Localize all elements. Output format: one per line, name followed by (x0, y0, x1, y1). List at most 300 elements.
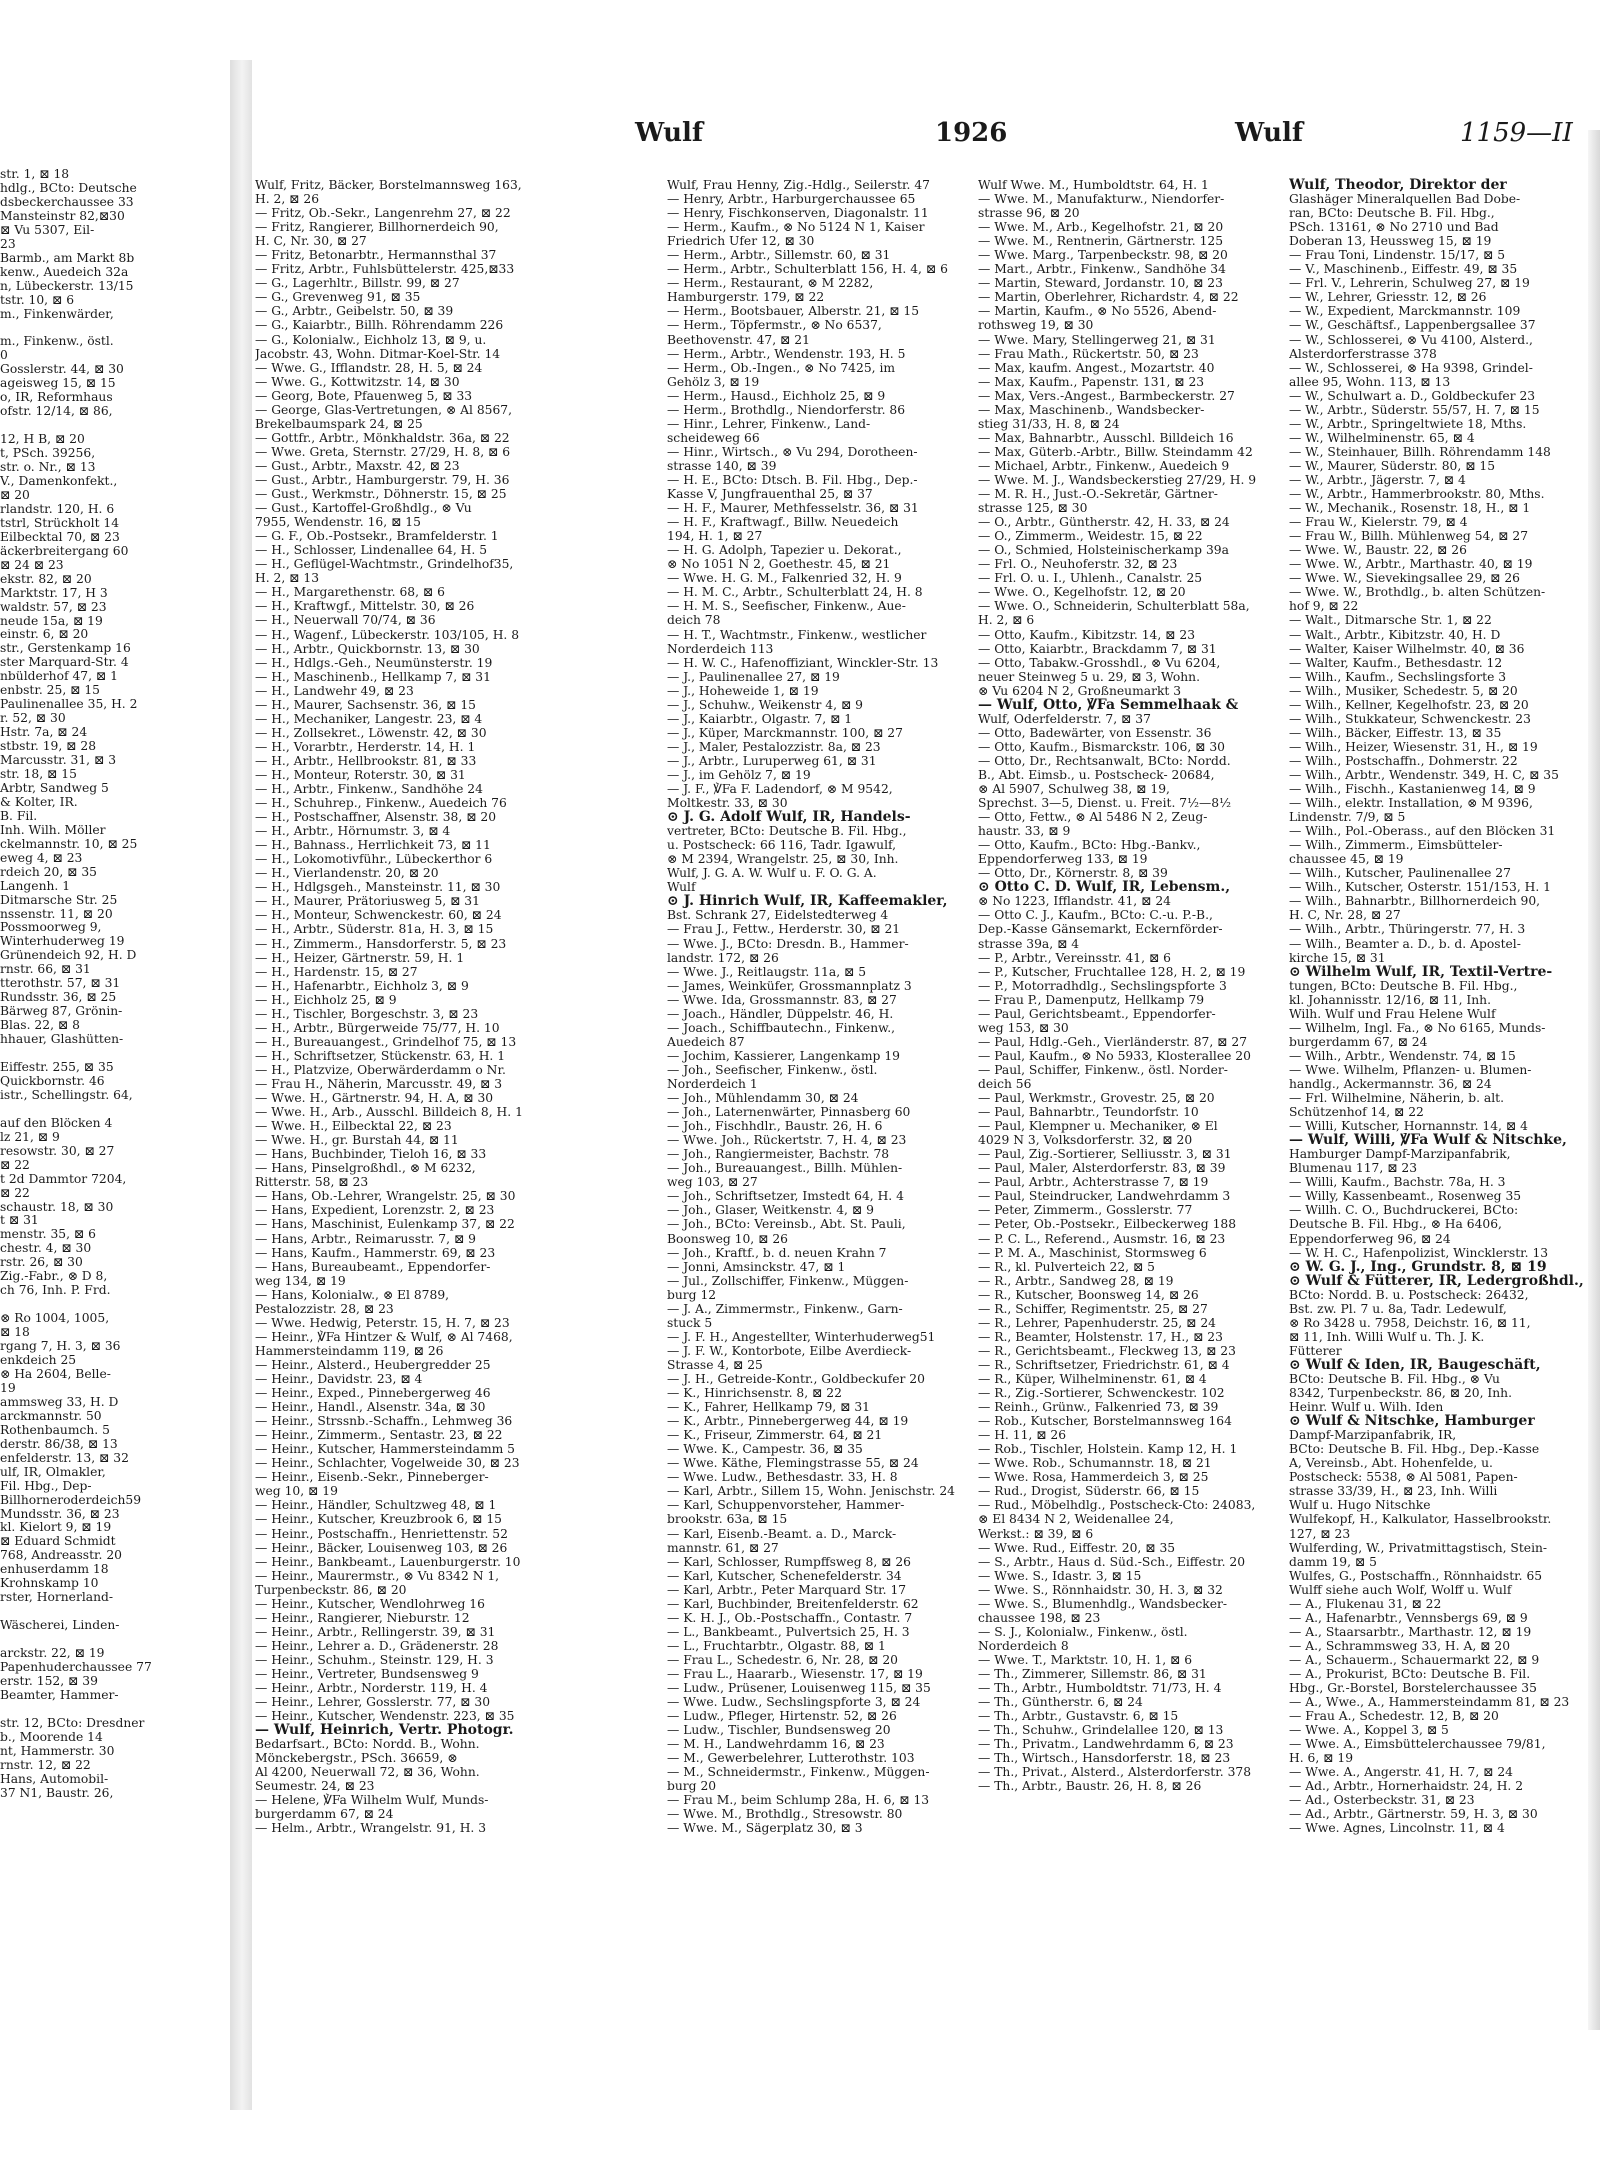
directory-entry-line: ⊗ M 2394, Wrangelstr. 25, ⊠ 30, Inh. (667, 852, 899, 867)
directory-entry-line: brookstr. 63a, ⊠ 15 (667, 1512, 788, 1527)
left-fragment-line: Eilbecktal 70, ⊠ 23 (0, 530, 120, 544)
directory-entry-line: — Heinr., Schuhm., Steinstr. 129, H. 3 (255, 1652, 494, 1667)
left-fragment-line: ofstr. 12/14, ⊠ 86, (0, 405, 113, 419)
directory-entry-line: — P. C. L., Referend., Ausmstr. 16, ⊠ 23 (978, 1231, 1226, 1246)
directory-entry-line: — Joh., Kraftf., b. d. neuen Krahn 7 (667, 1245, 887, 1260)
directory-entry-line: — Otto C. J., Kaufm., BCto: C.-u. P.-B., (978, 908, 1213, 923)
directory-entry-line: — A., Schrammsweg 33, H. A, ⊠ 20 (1289, 1638, 1511, 1653)
directory-entry-line: — K., Arbtr., Pinnebergerweg 44, ⊠ 19 (667, 1414, 909, 1429)
page-gutter (230, 60, 252, 2110)
directory-entry-line: — Herm., Arbtr., Schulterblatt 156, H. 4, ⊠ 6 (667, 262, 948, 277)
left-fragment-line (0, 1703, 226, 1717)
directory-entry-line: — Walt., Ditmarsche Str. 1, ⊠ 22 (1289, 613, 1492, 628)
directory-entry-line: — Frau Toni, Lindenstr. 15/17, ⊠ 5 (1289, 248, 1506, 263)
directory-entry-line: — Joh., Seefischer, Finkenw., östl. (667, 1062, 878, 1077)
directory-entry-line: — Joh., Schriftsetzer, Imstedt 64, H. 4 (667, 1189, 904, 1204)
directory-entry-line: Deutsche B. Fil. Hbg., ⊗ Ha 6406, (1289, 1217, 1502, 1232)
directory-entry-line: H. C, Nr. 30, ⊠ 27 (255, 234, 367, 249)
directory-entry-line: — H., Wagenf., Lübeckerstr. 103/105, H. 8 (255, 627, 520, 642)
directory-entry-line: — H., Schlosser, Lindenallee 64, H. 5 (255, 543, 488, 558)
directory-entry-line: vertreter, BCto: Deutsche B. Fil. Hbg., (667, 824, 907, 839)
directory-entry-line: Wulf, J. G. A. W. Wulf u. F. O. G. A. (667, 866, 877, 881)
directory-entry-line: — H., Postschaffner, Alsenstr. 38, ⊠ 20 (255, 810, 497, 825)
directory-entry-line: — J., im Gehölz 7, ⊠ 19 (667, 767, 811, 782)
left-fragment-line: stbstr. 19, ⊠ 28 (0, 740, 97, 754)
left-fragment-line: ⊗ Ha 2604, Belle- (0, 1367, 111, 1381)
directory-entry-line: — Herm., Kaufm., ⊗ No 5124 N 1, Kaiser (667, 220, 925, 235)
left-fragment-line: lz 21, ⊠ 9 (0, 1130, 60, 1144)
directory-entry-line: — H., Zollsekret., Löwenstr. 42, ⊠ 30 (255, 725, 487, 740)
directory-entry-line: — Karl, Schuppenvorsteher, Hammer- (667, 1498, 905, 1513)
directory-entry-line: Strasse 4, ⊠ 25 (667, 1357, 763, 1372)
directory-entry-line: — Frl. Wilhelmine, Näherin, b. alt. (1289, 1091, 1505, 1106)
left-fragment-line: t 2d Dammtor 7204, (0, 1172, 127, 1186)
directory-entry-line: — Wilh., Arbtr., Wendenstr. 349, H. C, ⊠ 35 (1289, 767, 1559, 782)
directory-entry-line: — R., Beamter, Holstenstr. 17, H., ⊠ 23 (978, 1329, 1223, 1344)
directory-entry-line: BCto: Nordd. B. u. Postscheck: 26432, (1289, 1287, 1529, 1302)
directory-entry-line: deich 56 (978, 1077, 1032, 1091)
directory-entry-line: — W., Mechanik., Rosenstr. 18, H., ⊠ 1 (1289, 501, 1531, 516)
directory-entry-line: — M., Gewerbelehrer, Lutterothstr. 103 (667, 1751, 915, 1766)
directory-entry-line: — Wwe. G., Kottwitzstr. 14, ⊠ 30 (255, 374, 460, 389)
directory-entry-line: strasse 96, ⊠ 20 (978, 206, 1080, 221)
directory-entry-line: Blumenau 117, ⊠ 23 (1289, 1161, 1418, 1176)
directory-entry-line: — R., Gerichtsbeamt., Fleckweg 13, ⊠ 23 (978, 1343, 1236, 1358)
directory-entry-line: — Heinr., Lehrer a. D., Grädenerstr. 28 (255, 1638, 499, 1653)
directory-entry-line: ⊙ W. G. J., Ing., Grundstr. 8, ⊠ 19 (1289, 1259, 1547, 1274)
directory-entry-line: — S. J., Kolonialw., Finkenw., östl. (978, 1624, 1188, 1639)
directory-entry-line: — Max, Kaufm., Papenstr. 131, ⊠ 23 (978, 374, 1205, 389)
directory-entry-line: — H., Geflügel-Wachtmstr., Grindelhof35, (255, 557, 514, 572)
directory-entry-line: deich 78 (667, 613, 721, 628)
directory-entry-line: — Fritz, Rangierer, Billhornerdeich 90, (255, 220, 499, 235)
directory-entry-line: Eppendorferweg 96, ⊠ 24 (1289, 1231, 1451, 1246)
directory-entry-line: Bst. Schrank 27, Eidelstedterweg 4 (667, 908, 889, 923)
directory-entry-line: — M. H., Landwehrdamm 16, ⊠ 23 (667, 1737, 885, 1752)
directory-entry-line: Wulfes, G., Postschaffn., Rönnhaidstr. 65 (1289, 1568, 1543, 1583)
directory-entry-line: — Paul, Klempner u. Mechaniker, ⊗ El (978, 1119, 1218, 1134)
directory-entry-line: — A., Flukenau 31, ⊠ 22 (1289, 1596, 1442, 1611)
directory-entry-line: — Paul, Maler, Alsterdorferstr. 83, ⊠ 39 (978, 1161, 1226, 1176)
directory-entry-line: — Heinr., Kutscher, Wendenstr. 223, ⊠ 35 (255, 1709, 515, 1724)
directory-entry-line: — Karl, Kutscher, Schenefelderstr. 34 (667, 1568, 902, 1583)
directory-entry-line: — Willy, Kassenbeamt., Rosenweg 35 (1289, 1189, 1522, 1204)
left-fragment-line: 37 N1, Baustr. 26, (0, 1786, 114, 1800)
directory-entry-line: Doberan 13, Heussweg 15, ⊠ 19 (1289, 234, 1492, 249)
directory-entry-line: — Martin, Oberlehrer, Richardstr. 4, ⊠ 22 (978, 290, 1239, 305)
directory-entry-line: Dampf-Marzipanfabrik, IR, (1289, 1428, 1457, 1443)
left-fragment-line: enhuserdamm 18 (0, 1563, 109, 1577)
left-fragment-line: äckerbreitergang 60 (0, 544, 129, 558)
directory-entry-line: — Rud., Drogist, Süderstr. 66, ⊠ 15 (978, 1484, 1200, 1499)
left-fragment-line: ⊠ 24 ⊠ 23 (0, 558, 64, 572)
directory-entry-line: weg 103, ⊠ 27 (667, 1175, 758, 1190)
directory-entry-line: — Gust., Arbtr., Maxstr. 42, ⊠ 23 (255, 458, 460, 473)
directory-entry-line: — Hans, Arbtr., Reimarusstr. 7, ⊠ 9 (255, 1231, 476, 1246)
left-fragment-line: b., Moorende 14 (0, 1730, 103, 1744)
directory-entry-line: ⊙ Otto C. D. Wulf, IR, Lebensm., (978, 880, 1231, 895)
directory-entry-line: 7955, Wendenstr. 16, ⊠ 15 (255, 515, 421, 530)
directory-entry-line: A, Vereinsb., Abt. Hohenfelde, u. (1289, 1456, 1493, 1471)
directory-entry-line: — H., Schriftsetzer, Stückenstr. 63, H. 1 (255, 1048, 506, 1063)
directory-entry-line: — H., Arbtr., Finkenw., Sandhöhe 24 (255, 782, 483, 797)
directory-entry-line: — J. F. H., Angestellter, Winterhuderweg51 (667, 1329, 936, 1344)
directory-entry-line: — Paul, Zig.-Sortierer, Selliusstr. 3, ⊠ 31 (978, 1147, 1232, 1162)
left-fragment-line: rnstr. 66, ⊠ 31 (0, 963, 91, 977)
directory-entry-line: — H., Zimmerm., Hansdorferstr. 5, ⊠ 23 (255, 936, 507, 951)
directory-entry-line: Werkst.: ⊠ 39, ⊠ 6 (978, 1526, 1094, 1541)
directory-entry-line: — James, Weinküfer, Grossmannplatz 3 (667, 978, 912, 993)
directory-entry-line: ⊗ El 8434 N 2, Weidenallee 24, (978, 1512, 1174, 1527)
directory-entry-line: — Wwe. W., Baustr. 22, ⊠ 26 (1289, 543, 1467, 558)
directory-entry-line: Alsterdorferstrasse 378 (1289, 346, 1437, 361)
directory-entry-line: — Otto, Kaiarbtr., Brackdamm 7, ⊠ 31 (978, 641, 1217, 656)
directory-entry-line: — Heinr., Strssnb.-Schaffn., Lehmweg 36 (255, 1414, 513, 1429)
directory-entry-line: — H., Lokomotivführ., Lübeckerthor 6 (255, 852, 493, 867)
directory-entry-line: — Th., Privatm., Landwehrdamm 6, ⊠ 23 (978, 1737, 1234, 1752)
directory-entry-line: — Wwe. Joh., Rückertstr. 7, H. 4, ⊠ 23 (667, 1133, 907, 1148)
directory-entry-line: — O., Zimmerm., Weidestr. 15, ⊠ 22 (978, 529, 1203, 544)
directory-entry-line: Beethovenstr. 47, ⊠ 21 (667, 332, 810, 347)
directory-entry-line: — Th., Schuhw., Grindelallee 120, ⊠ 13 (978, 1723, 1224, 1738)
directory-entry-line: — J. F. W., Kontorbote, Eilbe Averdieck- (667, 1343, 912, 1358)
directory-entry-line: — Hans, Bureaubeamt., Eppendorfer- (255, 1259, 491, 1274)
left-fragment-line: nssenstr. 11, ⊠ 20 (0, 907, 113, 921)
directory-entry-line: — Wwe. Rosa, Hammerdeich 3, ⊠ 25 (978, 1470, 1209, 1485)
directory-entry-line: — Wwe. S., Blumenhdlg., Wandsbecker- (978, 1596, 1228, 1611)
directory-entry-line: — George, Glas-Vertretungen, ⊗ Al 8567, (255, 402, 513, 417)
directory-entry-line: — H., Landwehr 49, ⊠ 23 (255, 683, 414, 698)
directory-entry-line: — Hinr., Lehrer, Finkenw., Land- (667, 416, 871, 431)
directory-entry-line: — Heinr., Lehrer, Gosslerstr. 77, ⊠ 30 (255, 1695, 491, 1710)
directory-entry-line: — Wwe. Rud., Eiffestr. 20, ⊠ 35 (978, 1540, 1176, 1555)
left-fragment-line: Wäscherei, Linden- (0, 1619, 120, 1633)
directory-entry-line: — Martin, Kaufm., ⊗ No 5526, Abend- (978, 304, 1217, 319)
directory-entry-line: — Otto, Badewärter, von Essenstr. 36 (978, 725, 1212, 740)
directory-entry-line: — A., Schauerm., Schauermarkt 22, ⊠ 9 (1289, 1652, 1540, 1667)
left-fragment-line: t, PSch. 39256, (0, 447, 96, 461)
directory-entry-line: — Heinr., ℣Fa Hintzer & Wulf, ⊗ Al 7468, (255, 1329, 513, 1344)
directory-entry-line: burgerdamm 67, ⊠ 24 (1289, 1034, 1428, 1049)
left-fragment-line: Langenh. 1 (0, 879, 71, 893)
directory-entry-line: — J., Kaiarbtr., Olgastr. 7, ⊠ 1 (667, 711, 853, 726)
directory-entry-line: — G., Lagerhltr., Billstr. 99, ⊠ 27 (255, 276, 460, 291)
directory-entry-line: — Rob., Kutscher, Borstelmannsweg 164 (978, 1414, 1232, 1429)
directory-entry-line: — Jochim, Kassierer, Langenkamp 19 (667, 1048, 900, 1063)
directory-entry-line: — S., Arbtr., Haus d. Süd.-Sch., Eiffestr. 20 (978, 1554, 1246, 1569)
left-fragment-line: ageisweg 15, ⊠ 15 (0, 377, 116, 391)
directory-entry-line: haustr. 33, ⊠ 9 (978, 824, 1071, 839)
directory-entry-line: — Otto, Fettw., ⊗ Al 5486 N 2, Zeug- (978, 810, 1208, 825)
left-fragment-line: Mundsstr. 36, ⊠ 23 (0, 1507, 120, 1521)
left-fragment-line: ⊠ Vu 5307, Eil- (0, 223, 95, 237)
left-fragment-line: Rundsstr. 36, ⊠ 25 (0, 991, 117, 1005)
directory-entry-line: — H. 11, ⊠ 26 (978, 1428, 1067, 1443)
directory-entry-line: — Wwe. H., Arb., Ausschl. Billdeich 8, H. 1 (255, 1105, 523, 1120)
directory-entry-line: — R., Küper, Wilhelminenstr. 61, ⊠ 4 (978, 1371, 1207, 1386)
directory-entry-line: — Helene, ℣Fa Wilhelm Wulf, Munds- (255, 1793, 489, 1808)
directory-entry-line: — Paul, Schiffer, Finkenw., östl. Norder- (978, 1062, 1228, 1077)
directory-entry-line: — H., Arbtr., Bürgerweide 75/77, H. 10 (255, 1020, 500, 1035)
directory-entry-line: — Wwe. Ida, Grossmannstr. 83, ⊠ 27 (667, 992, 897, 1007)
directory-entry-line: — H., Margarethenstr. 68, ⊠ 6 (255, 585, 445, 600)
directory-entry-line: Norderdeich 8 (978, 1638, 1069, 1653)
directory-entry-line: — Otto, Dr., Körnerstr. 8, ⊠ 39 (978, 866, 1168, 881)
directory-entry-line: — Th., Güntherstr. 6, ⊠ 24 (978, 1695, 1143, 1710)
directory-entry-line: — H., Vierlandenstr. 20, ⊠ 20 (255, 866, 439, 881)
directory-entry-line: — Wwe. Agnes, Lincolnstr. 11, ⊠ 4 (1289, 1821, 1505, 1836)
left-fragment-line: enfelderstr. 13, ⊠ 32 (0, 1451, 129, 1465)
directory-entry-line: 127, ⊠ 23 (1289, 1526, 1351, 1541)
left-fragment-line: Krohnskamp 10 (0, 1577, 99, 1591)
directory-entry-line: Hbg., Gr.-Borstel, Borstelerchaussee 35 (1289, 1681, 1537, 1696)
left-fragment-line: Zig.-Fabr., ⊗ D 8, (0, 1270, 108, 1284)
directory-entry-line: — Herm., Brothdlg., Niendorferstr. 86 (667, 402, 906, 417)
directory-entry-line: — K., Friseur, Zimmerstr. 64, ⊠ 21 (667, 1428, 883, 1443)
directory-entry-line: neuer Steinweg 5 u. 29, ⊠ 3, Wohn. (978, 669, 1201, 684)
directory-entry-line: — Wwe. Wilhelm, Pflanzen- u. Blumen- (1289, 1062, 1532, 1077)
directory-entry-line: — Heinr., Davidstr. 23, ⊠ 4 (255, 1371, 423, 1386)
directory-entry-line: — W., Arbtr., Hammerbrookstr. 80, Mths. (1289, 487, 1545, 502)
directory-entry-line: hof 9, ⊠ 22 (1289, 599, 1359, 614)
directory-entry-line: — Frau W., Kielerstr. 79, ⊠ 4 (1289, 515, 1468, 530)
directory-entry-line: — Willi, Kaufm., Bachstr. 78a, H. 3 (1289, 1175, 1506, 1190)
directory-entry-line: — Wwe. A., Angerstr. 41, H. 7, ⊠ 24 (1289, 1765, 1514, 1780)
header-right-word: Wulf (1235, 118, 1304, 148)
left-fragment-line: hhauer, Glashütten- (0, 1033, 124, 1047)
directory-entry-line: — J., Hoheweide 1, ⊠ 19 (667, 683, 819, 698)
left-fragment-line: Marktstr. 17, H 3 (0, 586, 108, 600)
directory-entry-line: — H. T., Wachtmstr., Finkenw., westlicher (667, 627, 927, 642)
directory-entry-line: — Heinr., Zimmerm., Sentastr. 23, ⊠ 22 (255, 1428, 503, 1443)
directory-entry-line: — Wwe. M., Brothdlg., Stresowstr. 80 (667, 1807, 903, 1822)
left-fragment-line: Papenhuderchaussee 77 (0, 1660, 152, 1674)
directory-entry-line: — R., Schiffer, Regimentstr. 25, ⊠ 27 (978, 1301, 1208, 1316)
left-fragment-line: str., Gerstenkamp 16 (0, 642, 131, 656)
directory-entry-line: — Wilh., Musiker, Schedestr. 5, ⊠ 20 (1289, 683, 1518, 698)
directory-entry-line: — W., Schulwart a. D., Goldbeckufer 23 (1289, 388, 1536, 403)
directory-entry-line: — Heinr., Bankbeamt., Lauenburgerstr. 10 (255, 1554, 521, 1569)
directory-entry-line: — Herm., Arbtr., Sillemstr. 60, ⊠ 31 (667, 248, 891, 263)
directory-entry-line: — P., Motorradhdlg., Sechslingspforte 3 (978, 978, 1227, 993)
directory-entry-line: — Th., Wirtsch., Hansdorferstr. 18, ⊠ 23 (978, 1751, 1231, 1766)
left-fragment-line: 23 (0, 237, 16, 251)
directory-entry-line: mannstr. 61, ⊠ 27 (667, 1540, 779, 1555)
directory-entry-line: — Herm., Töpfermstr., ⊗ No 6537, (667, 318, 882, 333)
directory-entry-line: — Gust., Kartoffel-Großhdlg., ⊗ Vu (255, 501, 472, 516)
directory-entry-line: — Ad., Osterbeckstr. 31, ⊠ 23 (1289, 1793, 1475, 1808)
directory-entry-line: Wulf (667, 880, 696, 895)
directory-entry-line: — Martin, Steward, Jordanstr. 10, ⊠ 23 (978, 276, 1223, 291)
directory-entry-line: — Wilh., Stukkateur, Schwenckestr. 23 (1289, 711, 1531, 726)
directory-entry-line: — Gust., Arbtr., Hamburgerstr. 79, H. 36 (255, 472, 510, 487)
directory-entry-line: — Heinr., Postschaffn., Henriettenstr. 52 (255, 1526, 508, 1541)
page-header (255, 118, 1585, 168)
directory-entry-line: Hamburgerstr. 179, ⊠ 22 (667, 290, 825, 305)
directory-entry-line: Auedeich 87 (667, 1034, 745, 1049)
directory-entry-line: — H. M. C., Arbtr., Schulterblatt 24, H. 8 (667, 585, 923, 600)
directory-entry-line: — G., Arbtr., Geibelstr. 50, ⊠ 39 (255, 304, 454, 319)
directory-entry-line: — Helm., Arbtr., Wrangelstr. 91, H. 3 (255, 1821, 487, 1836)
left-fragment-line: enkdeich 25 (0, 1354, 77, 1368)
directory-entry-line: Hammersteindamm 119, ⊠ 26 (255, 1343, 444, 1358)
directory-entry-line: — Wilh., Fischh., Kastanienweg 14, ⊠ 9 (1289, 782, 1536, 797)
directory-entry-line: — J., Paulinenallee 27, ⊠ 19 (667, 669, 840, 684)
left-fragment-line: m., Finkenw., östl. (0, 335, 114, 349)
directory-entry-line: — Otto, Dr., Rechtsanwalt, BCto: Nordd. (978, 753, 1231, 768)
directory-entry-line: — A., Staarsarbtr., Marthastr. 12, ⊠ 19 (1289, 1624, 1532, 1639)
directory-entry-line: — R., kl. Pulverteich 22, ⊠ 5 (978, 1259, 1155, 1274)
directory-entry-line: — R., Zig.-Sortierer, Schwenckestr. 102 (978, 1386, 1225, 1401)
directory-entry-line: — W., Wilhelminenstr. 65, ⊠ 4 (1289, 430, 1475, 445)
directory-entry-line: — Wwe. Rob., Schumannstr. 18, ⊠ 21 (978, 1456, 1212, 1471)
directory-entry-line: — Heinr., Vertreter, Bundsensweg 9 (255, 1666, 479, 1681)
directory-entry-line: — Gust., Werkmstr., Döhnerstr. 15, ⊠ 25 (255, 487, 507, 502)
directory-entry-line: — Wwe. G., Ifflandstr. 28, H. 5, ⊠ 24 (255, 360, 483, 375)
directory-entry-line: Postscheck: 5538, ⊗ Al 5081, Papen- (1289, 1470, 1518, 1485)
directory-entry-line: — Wwe. H., Gärtnerstr. 94, H. A, ⊠ 30 (255, 1091, 494, 1106)
directory-entry-line: — H., Arbtr., Quickbornstr. 13, ⊠ 30 (255, 641, 480, 656)
left-fragment-line: Barmb., am Markt 8b (0, 251, 135, 265)
directory-entry-line: rothsweg 19, ⊠ 30 (978, 318, 1094, 333)
left-fragment-line: rlandstr. 120, H. 6 (0, 502, 115, 516)
directory-entry-line: H. 6, ⊠ 19 (1289, 1751, 1354, 1766)
directory-entry-line: — P. M. A., Maschinist, Stormsweg 6 (978, 1245, 1207, 1260)
directory-entry-line: Lindenstr. 7/9, ⊠ 5 (1289, 810, 1406, 825)
directory-entry-line: Wulfekopf, H., Kalkulator, Hasselbrookstr. (1289, 1512, 1552, 1527)
directory-entry-line: — Paul, Kaufm., ⊗ No 5933, Klosterallee 20 (978, 1048, 1251, 1063)
left-fragment-line: tstr. 10, ⊠ 6 (0, 293, 75, 307)
left-fragment-line: Mansteinstr 82,⊠30 (0, 209, 125, 223)
directory-entry-line: — Heinr., Händler, Schultzweg 48, ⊠ 1 (255, 1498, 497, 1513)
left-fragment-line (0, 1103, 226, 1117)
directory-entry-line: — Wwe. H., gr. Burstah 44, ⊠ 11 (255, 1133, 459, 1148)
directory-entry-line: — H., Hafenarbtr., Eichholz 3, ⊠ 9 (255, 978, 469, 993)
left-fragment-line: Fil. Hbg., Dep- (0, 1479, 92, 1493)
directory-entry-line: — Frau Math., Rückertstr. 50, ⊠ 23 (978, 346, 1199, 361)
directory-entry-line: — H. M. S., Seefischer, Finkenw., Aue- (667, 599, 906, 614)
directory-entry-line: — Herm., Ob.-Ingen., ⊗ No 7425, im (667, 360, 896, 375)
directory-entry-line: — Wilh., Kaufm., Sechslingsforte 3 (1289, 669, 1507, 684)
left-fragment-line: tterothstr. 57, ⊠ 31 (0, 977, 121, 991)
directory-entry-line: — R., Arbtr., Sandweg 28, ⊠ 19 (978, 1273, 1174, 1288)
directory-entry-line: ⊙ Wulf & Iden, IR, Baugeschäft, (1289, 1357, 1541, 1372)
directory-entry-line: — Frau M., beim Schlump 28a, H. 6, ⊠ 13 (667, 1793, 930, 1808)
directory-entry-line: — Wilh., Beamter a. D., b. d. Apostel- (1289, 936, 1521, 951)
directory-entry-line: — Wwe. J., Reitlaugstr. 11a, ⊠ 5 (667, 964, 867, 979)
directory-entry-line: — Wilh., Postschaffn., Dohmerstr. 22 (1289, 753, 1518, 768)
directory-entry-line: ⊗ Vu 6204 N 2, Großneumarkt 3 (978, 683, 1182, 698)
directory-entry-line: — Paul, Steindrucker, Landwehrdamm 3 (978, 1189, 1231, 1204)
directory-entry-line: — Ad., Arbtr., Hornerhaidstr. 24, H. 2 (1289, 1779, 1524, 1794)
directory-entry-line: — Wilh., Kutscher, Paulinenallee 27 (1289, 866, 1511, 881)
left-fragment-line: m., Finkenwärder, (0, 307, 114, 321)
directory-entry-line: landstr. 172, ⊠ 26 (667, 950, 779, 965)
left-fragment-line: auf den Blöcken 4 (0, 1116, 113, 1130)
directory-entry-line: — H., Kraftwgf., Mittelstr. 30, ⊠ 26 (255, 599, 475, 614)
directory-entry-line: — Walter, Kaiser Wilhelmstr. 40, ⊠ 36 (1289, 641, 1525, 656)
directory-entry-line: — Wwe. M. J., Wandsbeckerstieg 27/29, H. 9 (978, 472, 1257, 487)
directory-entry-line: — Wulf, Willi, ℣Fa Wulf & Nitschke, (1289, 1133, 1567, 1148)
directory-entry-line: — P., Arbtr., Vereinsstr. 41, ⊠ 6 (978, 950, 1171, 965)
left-fragment-line: str. 12, BCto: Dresdner (0, 1716, 145, 1730)
directory-entry-line: Wulferding, W., Privatmittagstisch, Stein- (1289, 1540, 1548, 1555)
directory-entry-line: strasse 125, ⊠ 30 (978, 501, 1088, 516)
directory-entry-line: ⊠ 11, Inh. Willi Wulf u. Th. J. K. (1289, 1329, 1485, 1344)
left-fragment-line (0, 1633, 226, 1647)
left-fragment-line: 768, Andreasstr. 20 (0, 1549, 123, 1563)
directory-entry-line: — Wilh., Bahnarbtr., Billhornerdeich 90, (1289, 894, 1541, 909)
directory-entry-line: — Heinr., Kutscher, Wendlohrweg 16 (255, 1596, 485, 1611)
directory-entry-line: — Max, Bahnarbtr., Ausschl. Billdeich 16 (978, 430, 1234, 445)
left-fragment-line (0, 1298, 226, 1312)
directory-entry-line: Boonsweg 10, ⊠ 26 (667, 1231, 788, 1246)
left-fragment-line: Bärweg 87, Grönin- (0, 1005, 123, 1019)
directory-entry-line: — Karl, Arbtr., Sillem 15, Wohn. Jenischstr. 24 (667, 1484, 955, 1499)
directory-entry-line: — J., Maler, Pestalozzistr. 8a, ⊠ 23 (667, 739, 881, 754)
directory-entry-line: — G., Grevenweg 91, ⊠ 35 (255, 290, 421, 305)
directory-entry-line: — J., Arbtr., Luruperweg 61, ⊠ 31 (667, 753, 877, 768)
directory-entry-line: — H. G. Adolph, Tapezier u. Dekorat., (667, 543, 902, 558)
directory-entry-line: B., Abt. Eimsb., u. Postscheck- 20684, (978, 767, 1215, 782)
directory-entry-line: Wulf u. Hugo Nitschke (1289, 1498, 1431, 1513)
directory-entry-line: — H., Platzvize, Oberwärderdamm o Nr. (255, 1062, 506, 1077)
directory-entry-line: — Joh., Bureauangest., Billh. Mühlen- (667, 1161, 903, 1176)
directory-entry-line: — Wwe. W., Arbtr., Marthastr. 40, ⊠ 19 (1289, 557, 1533, 572)
directory-entry-line: Wilh. Wulf und Frau Helene Wulf (1289, 1006, 1496, 1021)
directory-entry-line: — H., Bureauangest., Grindelhof 75, ⊠ 13 (255, 1034, 517, 1049)
directory-entry-line: — Ludw., Pfleger, Hirtenstr. 52, ⊠ 26 (667, 1709, 897, 1724)
directory-entry-line: stieg 31/33, H. 8, ⊠ 24 (978, 416, 1120, 431)
directory-entry-line: Dep.-Kasse Gänsemarkt, Eckernförder- (978, 922, 1223, 937)
directory-entry-line: — Wwe. Mary, Stellingerweg 21, ⊠ 31 (978, 332, 1216, 347)
directory-entry-line: 4029 N 3, Volksdorferstr. 32, ⊠ 20 (978, 1133, 1193, 1148)
directory-entry-line: damm 19, ⊠ 5 (1289, 1554, 1377, 1569)
left-fragment-line: ⊠ Eduard Schmidt (0, 1535, 116, 1549)
directory-entry-line: — Wwe. M., Manufakturw., Niendorfer- (978, 192, 1225, 207)
directory-entry-line: — Th., Arbtr., Humboldtstr. 71/73, H. 4 (978, 1681, 1222, 1696)
directory-entry-line: — O., Schmied, Holsteinischerkamp 39a (978, 543, 1229, 558)
left-fragment-line: kl. Kielort 9, ⊠ 19 (0, 1521, 112, 1535)
left-fragment-line: nt, Hammerstr. 30 (0, 1744, 115, 1758)
directory-entry-line: — H. F., Kraftwagf., Billw. Neuedeich (667, 515, 899, 530)
directory-entry-line: — Jul., Zollschiffer, Finkenw., Müggen- (667, 1273, 909, 1288)
left-fragment-line: ⊠ 20 (0, 488, 30, 502)
left-fragment-line: istr., Schellingstr. 64, (0, 1088, 133, 1102)
directory-column-1 (255, 178, 660, 2128)
directory-entry-line: — Wilh., Arbtr., Thüringerstr. 77, H. 3 (1289, 922, 1526, 937)
directory-entry-line: — M., Schneidermstr., Finkenw., Müggen- (667, 1765, 930, 1780)
directory-entry-line: — Wwe. W., Brothdlg., b. alten Schützen- (1289, 585, 1546, 600)
left-fragment-line: Inh. Wilh. Möller (0, 823, 106, 837)
directory-entry-line: — R., Schriftsetzer, Friedrichstr. 61, ⊠ 4 (978, 1357, 1230, 1372)
directory-entry-line: — Karl, Arbtr., Peter Marquard Str. 17 (667, 1582, 907, 1597)
left-fragment-line: Winterhuderweg 19 (0, 935, 125, 949)
directory-entry-line: burg 20 (667, 1779, 717, 1794)
left-fragment-line: ster Marquard-Str. 4 (0, 656, 129, 670)
directory-entry-line: — H., Monteur, Roterstr. 30, ⊠ 31 (255, 767, 466, 782)
directory-entry-line: — W., Geschäftsf., Lappenbergsallee 37 (1289, 318, 1536, 333)
left-fragment-line: Possmoorweg 9, (0, 921, 102, 935)
directory-entry-line: ⊗ No 1223, Ifflandstr. 41, ⊠ 24 (978, 894, 1171, 909)
directory-entry-line: — Heinr., Bäcker, Louisenweg 103, ⊠ 26 (255, 1540, 508, 1555)
directory-entry-line: — J. H., Getreide-Kontr., Goldbeckufer 20 (667, 1371, 925, 1386)
left-fragment-line: ch 76, Inh. P. Frd. (0, 1284, 111, 1298)
left-fragment-line: kenw., Auedeich 32a (0, 265, 129, 279)
directory-entry-line: — H., Hardenstr. 15, ⊠ 27 (255, 964, 418, 979)
left-fragment-line: neude 15a, ⊠ 19 (0, 614, 103, 628)
directory-entry-line: — Heinr., Schlachter, Vogelweide 30, ⊠ 23 (255, 1456, 520, 1471)
